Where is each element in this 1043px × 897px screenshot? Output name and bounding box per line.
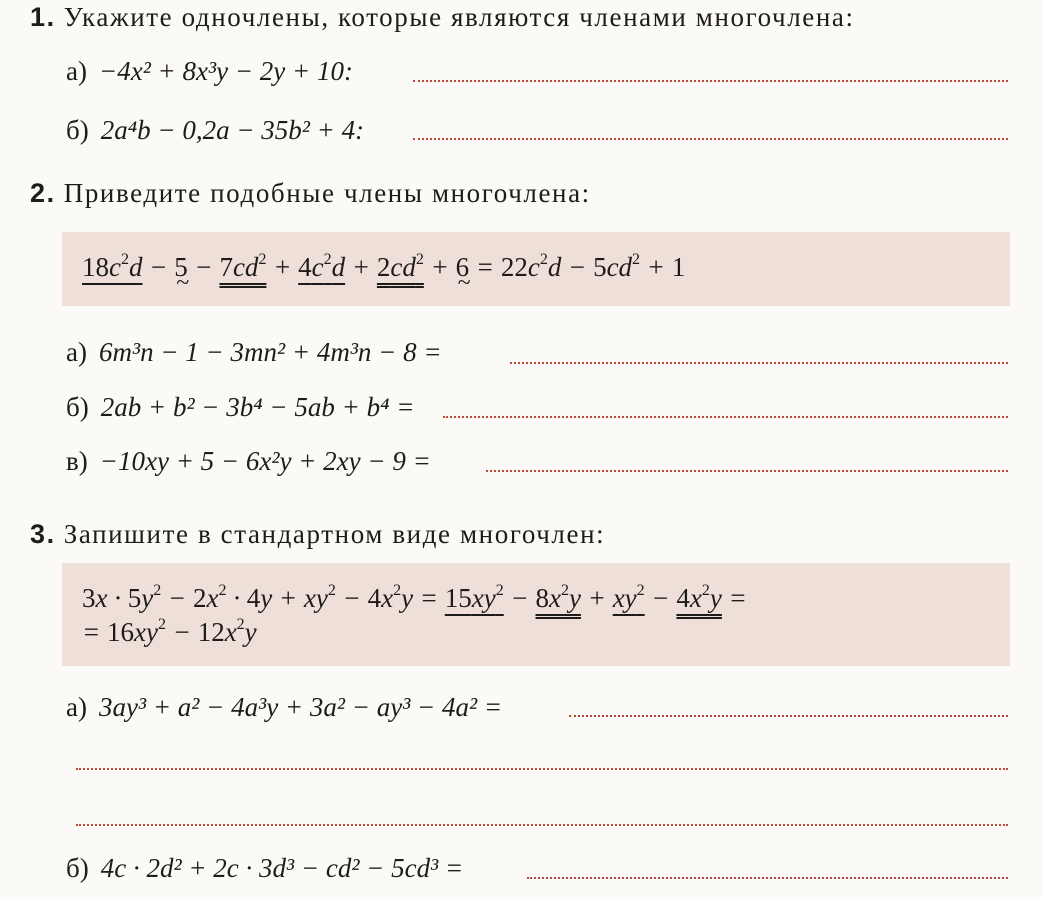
task-3-number: 3. — [30, 519, 56, 549]
task-2a — [66, 337, 442, 368]
task-3a-answer-line-1[interactable] — [569, 715, 1008, 717]
task-3-title — [30, 519, 605, 550]
task-2-title — [30, 178, 591, 209]
task-2b — [66, 392, 414, 423]
task-1a-answer-line[interactable] — [413, 80, 1008, 82]
task-2a-answer-line[interactable] — [510, 362, 1008, 364]
task-3b — [66, 853, 463, 884]
task-2c — [66, 446, 431, 477]
task-2b-answer-line[interactable] — [443, 416, 1008, 418]
task-3b-label: б) — [66, 853, 89, 883]
task-1-text: Укажите одночлены, которые являются членами многочлена: — [63, 2, 855, 32]
task-3a-label: а) — [66, 692, 87, 722]
task-2b-label: б) — [66, 392, 89, 422]
task-3-example-line-1 — [82, 583, 747, 614]
task-3-example-line-2 — [82, 617, 257, 648]
task-2-example — [82, 252, 685, 283]
task-3-example-expression-1: $3x \cdot 5y^2 - 2x^2 \cdot 4y + xy^2 - 4x^2y = 15xy^2 - 8x^2y + xy^2 - 4x^2y$ = — [82, 582, 747, 613]
task-2c-expression: −10xy + 5 − 6x²y + 2xy − 9 = — [99, 446, 431, 476]
task-1-title — [30, 2, 855, 33]
task-1a-expression: −4x² + 8x³y − 2y + 10: — [98, 56, 353, 86]
task-2b-expression: 2ab + b² − 3b⁴ − 5ab + b⁴ = — [100, 392, 415, 422]
task-3-text: Запишите в стандартном виде многочлен: — [63, 519, 606, 549]
task-2-number: 2. — [30, 178, 56, 208]
task-3-example-expression-2: = $16xy^2 - 12x^2y$ — [82, 616, 257, 647]
task-1-number: 1. — [30, 2, 56, 32]
task-2-example-expression: $18c^2d - 5$ ~ − $7cd^2 + 4c^2d + 2cd^2 + 6$ ~ = $22c^2d - 5cd^2 + 1$ — [82, 252, 685, 282]
task-2a-label: а) — [66, 337, 87, 367]
task-3b-expression: 4c · 2d² + 2c · 3d³ − cd² − 5cd³ = — [100, 853, 464, 883]
task-3a-answer-line-3[interactable] — [76, 824, 1008, 826]
task-1b-expression: 2a⁴b − 0,2a − 35b² + 4: — [100, 115, 365, 145]
task-1b-answer-line[interactable] — [413, 138, 1008, 140]
task-1a — [66, 56, 353, 87]
task-2-example-box — [62, 232, 1010, 306]
task-1b-label: б) — [66, 115, 89, 145]
task-3b-answer-line[interactable] — [527, 877, 1008, 879]
task-3a-expression: 3ay³ + a² − 4a³y + 3a² − ay³ − 4a² = — [98, 692, 503, 722]
task-3a-answer-line-2[interactable] — [76, 768, 1008, 770]
task-1a-label: а) — [66, 56, 87, 86]
task-2c-answer-line[interactable] — [486, 470, 1008, 472]
task-1b — [66, 115, 364, 146]
task-2a-expression: 6m³n − 1 − 3mn² + 4m³n − 8 = — [98, 337, 442, 367]
task-2c-label: в) — [66, 446, 88, 476]
task-3a — [66, 692, 502, 723]
task-3-example-box — [62, 563, 1010, 666]
task-2-text: Приведите подобные члены многочлена: — [63, 178, 591, 208]
